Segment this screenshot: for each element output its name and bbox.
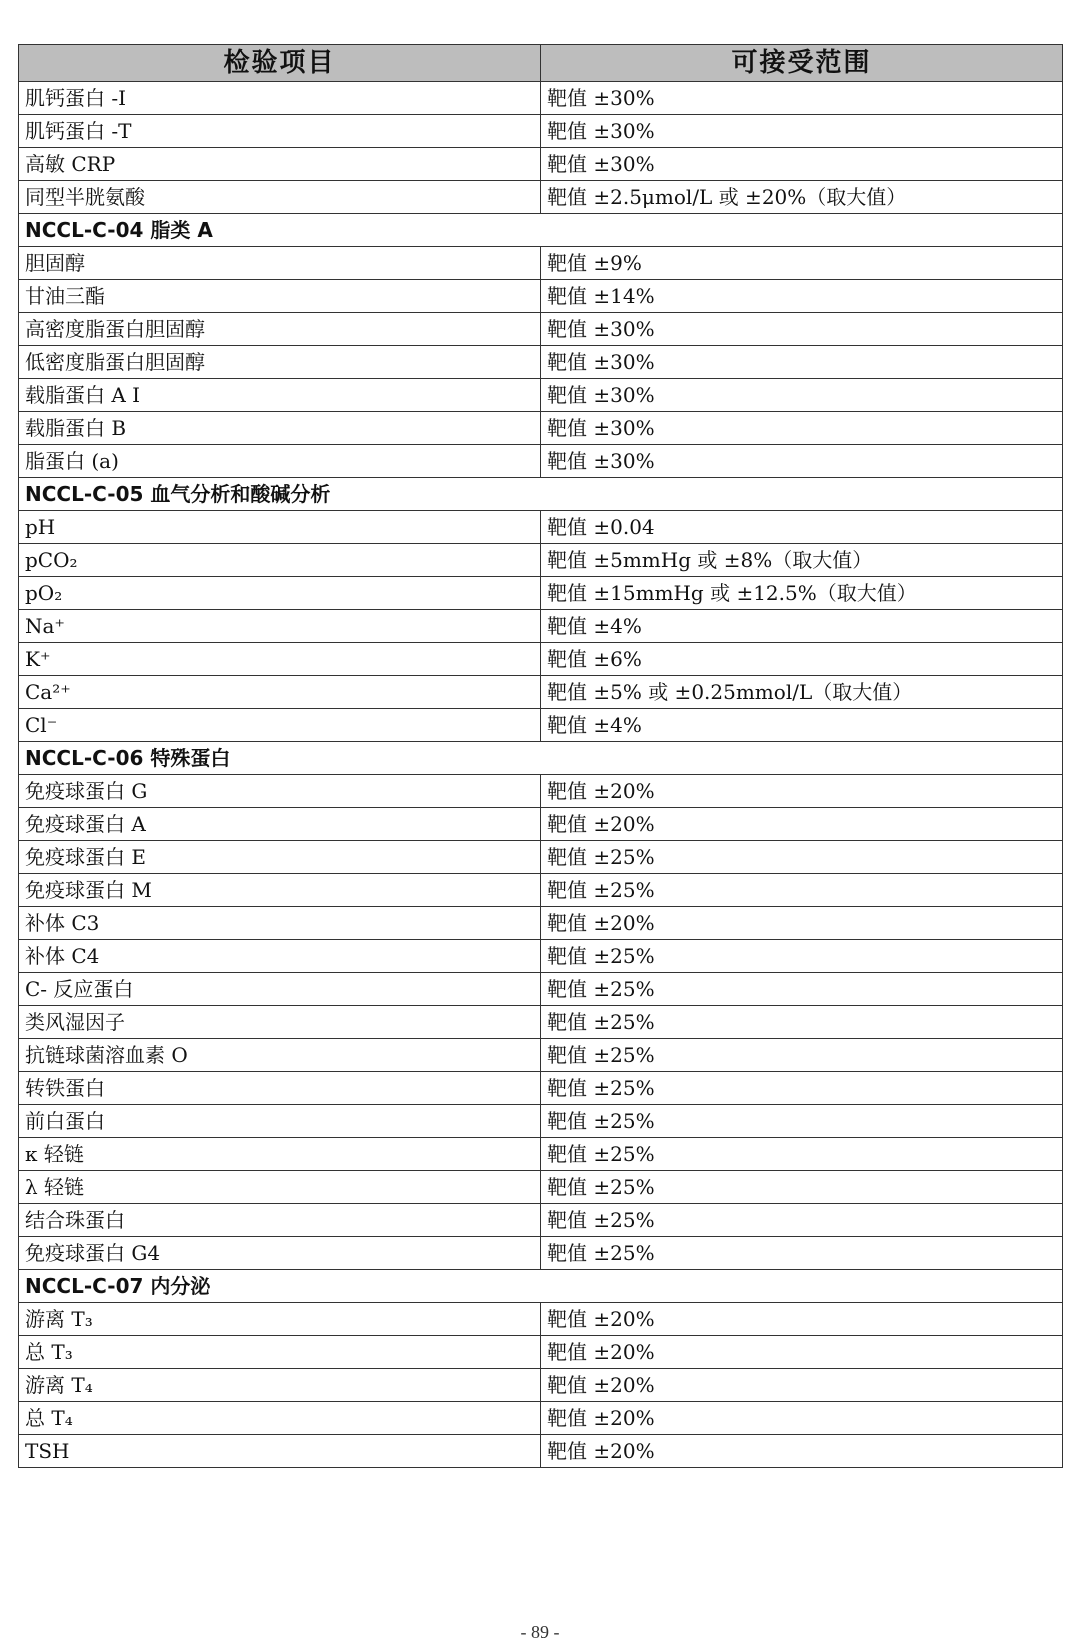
item-cell: 补体 C4	[19, 940, 541, 973]
table-row	[19, 1237, 1063, 1270]
table-row	[19, 1204, 1063, 1237]
item-cell: 同型半胱氨酸	[19, 181, 541, 214]
table-row	[19, 1138, 1063, 1171]
range-cell: 靶值 ±30%	[541, 313, 1063, 346]
criteria-table	[18, 44, 1063, 1468]
section-title: NCCL-C-04 脂类 A	[19, 214, 1063, 247]
header-item: 检验项目	[19, 45, 541, 82]
table-row	[19, 1171, 1063, 1204]
item-cell: 结合珠蛋白	[19, 1204, 541, 1237]
range-cell: 靶值 ±30%	[541, 115, 1063, 148]
range-cell: 靶值 ±20%	[541, 1435, 1063, 1468]
range-cell: 靶值 ±30%	[541, 445, 1063, 478]
range-cell: 靶值 ±25%	[541, 1105, 1063, 1138]
table-row	[19, 1435, 1063, 1468]
item-cell: 载脂蛋白 A I	[19, 379, 541, 412]
table-row	[19, 1303, 1063, 1336]
item-cell: 抗链球菌溶血素 O	[19, 1039, 541, 1072]
item-cell: Ca²⁺	[19, 676, 541, 709]
range-cell: 靶值 ±5mmHg 或 ±8%（取大值）	[541, 544, 1063, 577]
item-cell: pH	[19, 511, 541, 544]
range-cell: 靶值 ±20%	[541, 1303, 1063, 1336]
header-row	[19, 45, 1063, 82]
range-cell: 靶值 ±6%	[541, 643, 1063, 676]
item-cell: 前白蛋白	[19, 1105, 541, 1138]
table-row	[19, 280, 1063, 313]
range-cell: 靶值 ±20%	[541, 1336, 1063, 1369]
item-cell: 载脂蛋白 B	[19, 412, 541, 445]
section-title: NCCL-C-07 内分泌	[19, 1270, 1063, 1303]
table-row	[19, 709, 1063, 742]
table-row	[19, 412, 1063, 445]
table-row	[19, 544, 1063, 577]
table-row	[19, 973, 1063, 1006]
section-row	[19, 478, 1063, 511]
range-cell: 靶值 ±4%	[541, 709, 1063, 742]
range-cell: 靶值 ±25%	[541, 1171, 1063, 1204]
table-row	[19, 577, 1063, 610]
table-row	[19, 1336, 1063, 1369]
table-row	[19, 940, 1063, 973]
range-cell: 靶值 ±20%	[541, 1402, 1063, 1435]
table-row	[19, 511, 1063, 544]
range-cell: 靶值 ±15mmHg 或 ±12.5%（取大值）	[541, 577, 1063, 610]
item-cell: 高敏 CRP	[19, 148, 541, 181]
page-number: - 89 -	[520, 1622, 560, 1642]
item-cell: 游离 T₄	[19, 1369, 541, 1402]
item-cell: 肌钙蛋白 -I	[19, 82, 541, 115]
table-row	[19, 181, 1063, 214]
item-cell: 甘油三酯	[19, 280, 541, 313]
table-row	[19, 610, 1063, 643]
table-row	[19, 643, 1063, 676]
table-row	[19, 841, 1063, 874]
item-cell: 脂蛋白 (a)	[19, 445, 541, 478]
item-cell: 总 T₃	[19, 1336, 541, 1369]
item-cell: K⁺	[19, 643, 541, 676]
table-row	[19, 445, 1063, 478]
table-row	[19, 907, 1063, 940]
range-cell: 靶值 ±20%	[541, 775, 1063, 808]
range-cell: 靶值 ±30%	[541, 412, 1063, 445]
item-cell: λ 轻链	[19, 1171, 541, 1204]
header-range: 可接受范围	[541, 45, 1063, 82]
range-cell: 靶值 ±20%	[541, 907, 1063, 940]
range-cell: 靶值 ±30%	[541, 148, 1063, 181]
item-cell: pO₂	[19, 577, 541, 610]
table-row	[19, 379, 1063, 412]
range-cell: 靶值 ±20%	[541, 808, 1063, 841]
item-cell: TSH	[19, 1435, 541, 1468]
range-cell: 靶值 ±25%	[541, 1006, 1063, 1039]
range-cell: 靶值 ±25%	[541, 1138, 1063, 1171]
range-cell: 靶值 ±25%	[541, 940, 1063, 973]
section-row	[19, 742, 1063, 775]
table-row	[19, 1369, 1063, 1402]
table-header	[19, 45, 1063, 82]
item-cell: 高密度脂蛋白胆固醇	[19, 313, 541, 346]
table-row	[19, 1402, 1063, 1435]
table-row	[19, 115, 1063, 148]
table-row	[19, 874, 1063, 907]
range-cell: 靶值 ±25%	[541, 1072, 1063, 1105]
table-row	[19, 1039, 1063, 1072]
range-cell: 靶值 ±25%	[541, 973, 1063, 1006]
item-cell: 总 T₄	[19, 1402, 541, 1435]
range-cell: 靶值 ±2.5μmol/L 或 ±20%（取大值）	[541, 181, 1063, 214]
item-cell: 免疫球蛋白 G4	[19, 1237, 541, 1270]
range-cell: 靶值 ±14%	[541, 280, 1063, 313]
section-title: NCCL-C-06 特殊蛋白	[19, 742, 1063, 775]
range-cell: 靶值 ±9%	[541, 247, 1063, 280]
item-cell: 免疫球蛋白 A	[19, 808, 541, 841]
section-row	[19, 1270, 1063, 1303]
item-cell: 免疫球蛋白 E	[19, 841, 541, 874]
item-cell: pCO₂	[19, 544, 541, 577]
range-cell: 靶值 ±25%	[541, 1039, 1063, 1072]
table-row	[19, 1072, 1063, 1105]
table-row	[19, 775, 1063, 808]
range-cell: 靶值 ±30%	[541, 379, 1063, 412]
item-cell: 免疫球蛋白 M	[19, 874, 541, 907]
table-row	[19, 148, 1063, 181]
item-cell: Cl⁻	[19, 709, 541, 742]
item-cell: 免疫球蛋白 G	[19, 775, 541, 808]
item-cell: 补体 C3	[19, 907, 541, 940]
range-cell: 靶值 ±30%	[541, 346, 1063, 379]
range-cell: 靶值 ±25%	[541, 841, 1063, 874]
item-cell: 肌钙蛋白 -T	[19, 115, 541, 148]
item-cell: 胆固醇	[19, 247, 541, 280]
item-cell: Na⁺	[19, 610, 541, 643]
range-cell: 靶值 ±30%	[541, 82, 1063, 115]
section-row	[19, 214, 1063, 247]
table-row	[19, 346, 1063, 379]
item-cell: 转铁蛋白	[19, 1072, 541, 1105]
item-cell: 类风湿因子	[19, 1006, 541, 1039]
range-cell: 靶值 ±0.04	[541, 511, 1063, 544]
range-cell: 靶值 ±5% 或 ±0.25mmol/L（取大值）	[541, 676, 1063, 709]
section-title: NCCL-C-05 血气分析和酸碱分析	[19, 478, 1063, 511]
range-cell: 靶值 ±20%	[541, 1369, 1063, 1402]
range-cell: 靶值 ±25%	[541, 1204, 1063, 1237]
table-row	[19, 82, 1063, 115]
table-row	[19, 808, 1063, 841]
range-cell: 靶值 ±25%	[541, 874, 1063, 907]
table-body	[19, 82, 1063, 1468]
table-row	[19, 313, 1063, 346]
item-cell: 游离 T₃	[19, 1303, 541, 1336]
range-cell: 靶值 ±25%	[541, 1237, 1063, 1270]
item-cell: κ 轻链	[19, 1138, 541, 1171]
item-cell: C- 反应蛋白	[19, 973, 541, 1006]
range-cell: 靶值 ±4%	[541, 610, 1063, 643]
table-row	[19, 676, 1063, 709]
table-row	[19, 247, 1063, 280]
table-row	[19, 1105, 1063, 1138]
table-row	[19, 1006, 1063, 1039]
item-cell: 低密度脂蛋白胆固醇	[19, 346, 541, 379]
